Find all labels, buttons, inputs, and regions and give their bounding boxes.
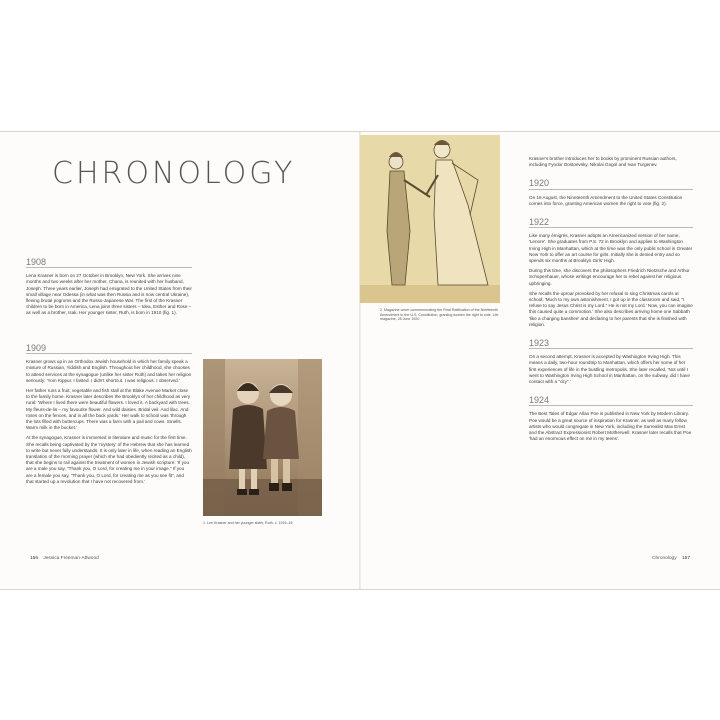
right-column	[529, 156, 693, 447]
year-rule	[26, 267, 192, 268]
book-spread	[0, 131, 720, 590]
paragraph: Like many émigrés, Krasner adopts an Americanized version of her name, 'Lenore'. She graduates from P.S. 72 in Brooklyn and applies to Washington Irving High in Manhattan, which at the time was the only public school in Greater New York to offer an art course for girls. Initially she is denied entry and so spends six months at Brooklyn Girls' High.	[529, 233, 693, 264]
sisters-photo-illustration	[203, 359, 322, 516]
paragraph: Her father runs a fruit, vegetable and fish stall at the Blake Avenue Market close to the family home. Krasner later describes the Brooklyn of her childhood as very rural: 'Where I lived there were beautiful flowers. I loved it. A backyard with trees. My fleurs-de-lis – my favourite flower. And wild daisies. Bridal veil. And lilac. And roses on the fences, and in all the back yards.' Her walk to school was 'through the lots filled with buttercups. There was a farm with a pail and cows. Smells. Warm milk in the bucket.'	[26, 388, 191, 431]
photo-caption: 1. Lee Krasner and her younger sister, Ruth, c. 1915–16	[203, 521, 293, 525]
paragraph: During this time, she discovers the philosophers Friedrich Nietzsche and Arthur Schopenhauer, whose writings encourage her to rebel against her religious upbringing.	[529, 268, 690, 286]
photo-krasner-sisters	[203, 359, 322, 516]
year-rule	[529, 227, 693, 228]
left-footer	[26, 556, 99, 561]
running-head: Chronology	[652, 556, 677, 561]
year-rule	[529, 348, 693, 349]
page-number: 156	[30, 556, 39, 561]
paragraph: On 18 August, the Nineteenth Amendment to the United States Constitution comes into force, granting American women the right to vote (fig. 2).	[529, 194, 683, 206]
year-heading: 1920	[529, 178, 550, 189]
year-heading: 1908	[26, 257, 47, 267]
paragraph: At the synagogue, Krasner is immersed in literature and music for the first time. She recalls being captivated by the 'mystery' of the Hebrew that she has learned to write but never fully understands. It is only later in life, when reading an English translation of the morning prayer (which she had obediently recited as a child), that she begins to rail against the treatment of women in Jewish scripture: 'If you are a male you say, "Thank you, O Lord, for creating me in your image." If you are a female you say, "Thank you, O Lord, for creating me as you see fit", and that started up a revolution that I have not recovered from.'	[26, 435, 192, 484]
paragraph: She recalls the uproar provoked by her refusal to sing Christmas carols at school: 'Much to my own astonishment, I got up in the classroom and said, "I refuse to say Jesus Christ is my Lord." He is not my Lord.' Now, you can imagine this caused quite a commotion.' She also describes arriving home one Sabbath 'like a charging banshee' and declaring to her parents that she is finished with religion.	[529, 290, 693, 327]
paragraph: Lena Krasner is born on 27 October in Brooklyn, New York. She arrives nine months and two weeks after her mother, Chana, is reunited with her husband, Joseph. Three years earlier, Joseph had emigrated to the United States from their small village near Odessa (in what was then Russia and is now central Ukraine), fleeing brutal pogroms and the Russo-Japanese War. The first of the Krasner children to be born in America, Lena joins three sisters – Idea, Esther and Rose – as well as a brother, Isak. Her younger sister, Ruth, is born in 1910 (fig. 1).	[26, 273, 192, 316]
magazine-cover-illustration	[360, 135, 500, 303]
left-column-bottom	[26, 345, 192, 489]
suffrage-illustration	[360, 135, 500, 303]
paragraph: Krasner's brother introduces her to books by prominent Russian authors, including Fyodor Dostoevsky, Nikolai Gogol and Ivan Turgenev.	[529, 156, 677, 168]
paragraph: On a second attempt, Krasner is accepted by Washington Irving High. This means a daily, two-hour roundtrip to Manhattan, which offers her some of her first experiences of life in the bustling metropolis. She later recalled, 'Not until I went to Washington Irving High School in Manhattan, on the subway, did I have contact with a "city".'	[529, 354, 690, 385]
running-head: Jessica Freeman-Attwood	[43, 556, 99, 561]
year-heading: 1909	[26, 343, 47, 353]
year-rule	[26, 353, 192, 354]
year-heading: 1923	[529, 338, 550, 349]
paragraph: Krasner grows up in an Orthodox Jewish household in which her family speak a mixture of Russian, Yiddish and English. Throughout her childhood, she chooses to attend services at the synagogue (unlike her sister Ruth) and takes her religion seriously: 'Yom Kippur. I fasted. I didn't shortcut. I was religious. I observed.'	[26, 359, 192, 383]
year-rule	[529, 189, 693, 190]
paragraph: The Best Tales of Edgar Allan Poe is published in New York by Modern Library. Poe would be a great source of inspiration for Krasner, as well as many fellow artists who would congregate in New York, including the Surrealist Max Ernst and the Abstract Expressionist Robert Motherwell. Krasner later recalls that Poe 'had an enormous effect on me in my teens'.	[529, 411, 692, 442]
year-rule	[529, 405, 693, 406]
right-footer	[652, 556, 694, 561]
year-heading: 1924	[529, 395, 550, 406]
year-heading: 1922	[529, 217, 550, 228]
left-column-top	[26, 259, 192, 321]
magazine-caption: 2. Magazine cover commemorating the Final Ratification of the Nineteenth Amendment to the U.S. Constitution, granting women the right to vote, Life magazine, 28 June 1920	[380, 308, 499, 322]
page-number: 157	[681, 556, 690, 561]
page-title: CHRONOLOGY	[52, 156, 296, 191]
